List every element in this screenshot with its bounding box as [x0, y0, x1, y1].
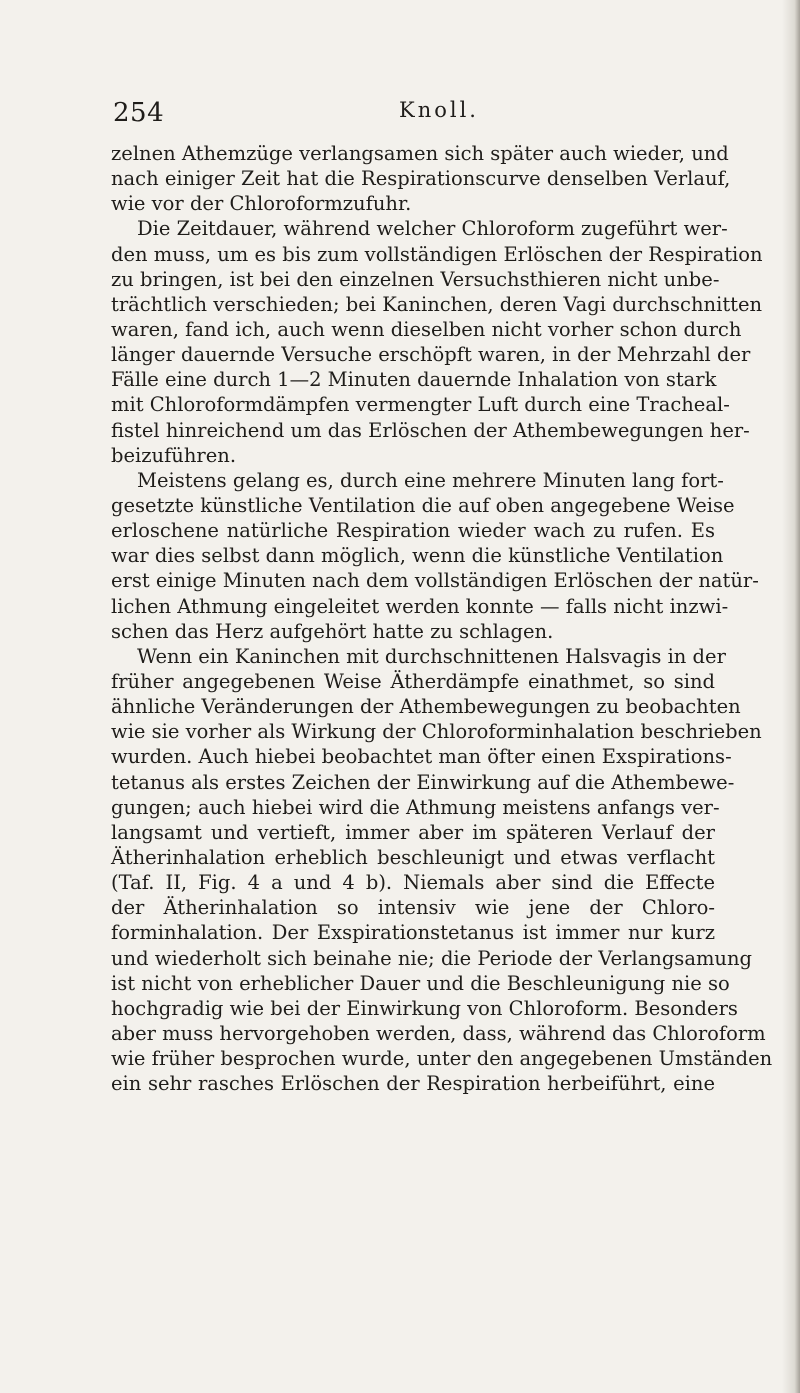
text-line: ähnliche Veränderungen der Athembewegungen zu beobachten: [111, 695, 741, 719]
text-line: erst einige Minuten nach dem vollständigen Erlöschen der natür-: [111, 569, 759, 593]
text-line: beizuführen.: [111, 443, 237, 467]
page-edge-shadow: [782, 0, 800, 1393]
text-line: wie sie vorher als Wirkung der Chloroforminhalation beschrieben: [111, 720, 762, 744]
text-line: (Taf. II, Fig. 4 a und 4 b). Niemals aber sind die Effecte: [111, 871, 715, 895]
text-line: länger dauernde Versuche erschöpft waren, in der Mehrzahl der: [111, 343, 751, 367]
text-line: wie früher besprochen wurde, unter den angegebenen Umständen: [111, 1047, 773, 1071]
page-header: [113, 98, 713, 134]
text-line: zelnen Athemzüge verlangsamen sich später auch wieder, und: [111, 142, 729, 165]
text-line: gungen; auch hiebei wird die Athmung meistens anfangs ver-: [111, 795, 720, 819]
text-line: gesetzte künstliche Ventilation die auf oben angegebene Weise: [111, 493, 735, 517]
text-line: war dies selbst dann möglich, wenn die künstliche Ventilation: [111, 544, 724, 568]
text-line: mit Chloroformdämpfen vermengter Luft durch eine Tracheal-: [111, 393, 730, 417]
text-line: schen das Herz aufgehört hatte zu schlagen.: [111, 619, 554, 643]
text-line: fistel hinreichend um das Erlöschen der Athembewegungen her-: [111, 418, 750, 442]
text-line: Wenn ein Kaninchen mit durchschnittenen Halsvagis in der: [137, 644, 726, 668]
page-number: 254: [113, 98, 165, 128]
text-line: langsamt und vertieft, immer aber im späteren Verlauf der: [111, 820, 715, 844]
text-line: zu bringen, ist bei den einzelnen Versuchsthieren nicht unbe-: [111, 267, 720, 291]
text-line: der Ätherinhalation so intensiv wie jene der Chloro-: [111, 896, 715, 920]
text-line: hochgradig wie bei der Einwirkung von Chloroform. Besonders: [111, 996, 738, 1020]
text-line: Die Zeitdauer, während welcher Chloroform zugeführt wer-: [137, 217, 728, 241]
text-line: lichen Athmung eingeleitet werden konnte — falls nicht inzwi-: [111, 594, 729, 618]
text-line: erloschene natürliche Respiration wieder wach zu rufen. Es: [111, 519, 715, 543]
text-line: wurden. Auch hiebei beobachtet man öfter einen Exspirations-: [111, 745, 732, 769]
text-line: ein sehr rasches Erlöschen der Respiration herbeiführt, eine: [111, 1072, 715, 1096]
text-line: Ätherinhalation erheblich beschleunigt und etwas verflacht: [111, 845, 715, 869]
text-line: ist nicht von erheblicher Dauer und die Beschleunigung nie so: [111, 971, 730, 995]
text-line: trächtlich verschieden; bei Kaninchen, deren Vagi durchschnitten: [111, 292, 763, 316]
text-line: aber muss hervorgehoben werden, dass, während das Chloroform: [111, 1021, 766, 1045]
text-line: tetanus als erstes Zeichen der Einwirkung auf die Athembewe-: [111, 770, 735, 794]
text-line: früher angegebenen Weise Ätherdämpfe einathmet, so sind: [111, 669, 715, 693]
running-head: Knoll.: [399, 98, 479, 122]
body-text: [111, 141, 773, 1096]
text-line: und wiederholt sich beinahe nie; die Periode der Verlangsamung: [111, 946, 753, 970]
text-line: Fälle eine durch 1—2 Minuten dauernde Inhalation von stark: [111, 368, 717, 392]
text-line: wie vor der Chloroformzufuhr.: [111, 192, 412, 216]
text-line: den muss, um es bis zum vollständigen Erlöschen der Respiration: [111, 242, 763, 266]
text-line: waren, fand ich, auch wenn dieselben nicht vorher schon durch: [111, 317, 742, 341]
text-line: nach einiger Zeit hat die Respirationscurve denselben Verlauf,: [111, 167, 731, 191]
text-line: forminhalation. Der Exspirationstetanus ist immer nur kurz: [111, 921, 715, 945]
text-line: Meistens gelang es, durch eine mehrere Minuten lang fort-: [137, 468, 724, 492]
